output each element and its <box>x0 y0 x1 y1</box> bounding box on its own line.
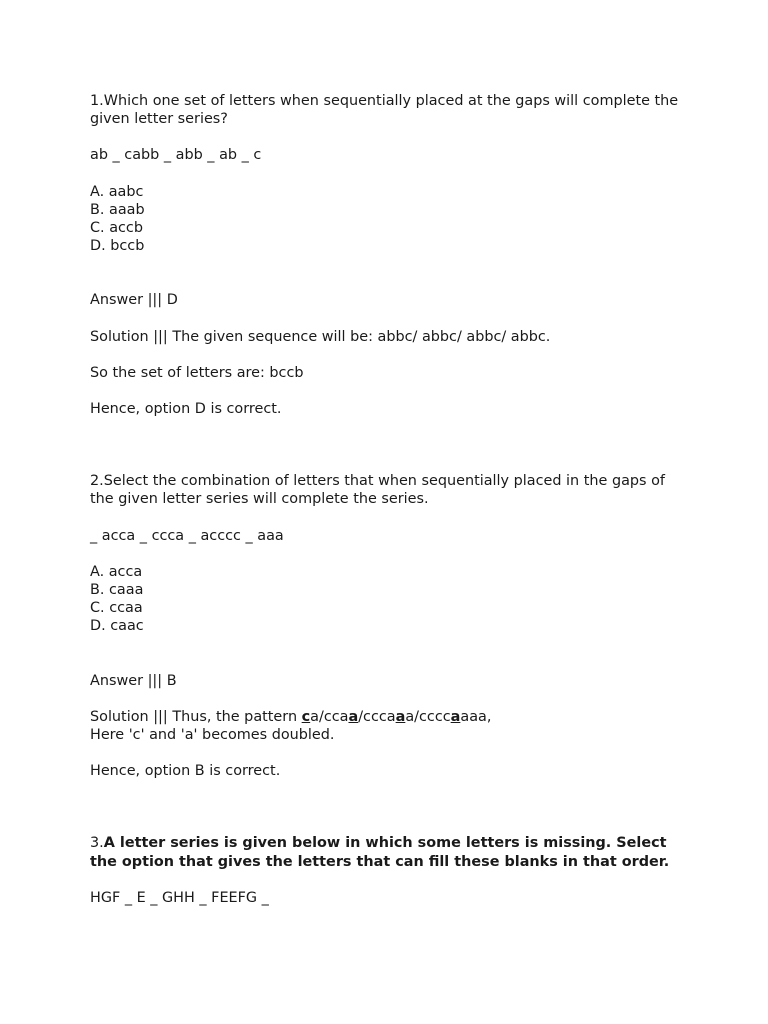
q2-question <box>90 472 690 508</box>
q3-number: 3. <box>90 835 104 852</box>
q2-pattern-underlined-3: a <box>395 708 406 725</box>
q2-pattern-text-1: a/cca <box>310 708 349 725</box>
q1-question-text: Which one set of letters when sequentially placed at the gaps will complete the given letter series? <box>90 93 679 128</box>
q2-pattern-text-2: /ccca <box>358 708 396 725</box>
q1-option-c: C. accb <box>90 220 143 237</box>
q2-pattern-underlined-4: a <box>450 708 461 725</box>
q3-question-text: A letter series is given below in which some letters is missing. Select the option that gives the letters that can fill these blanks in that order. <box>90 835 670 870</box>
q2-option-a: A. acca <box>90 563 143 580</box>
q1-set-line: So the set of letters are: bccb <box>90 364 304 381</box>
q2-solution-prefix: Solution ||| Thus, the pattern <box>90 708 302 725</box>
q2-question-text: Select the combination of letters that when sequentially placed in the gaps of the given letter series will complete the series. <box>90 473 665 508</box>
q3-question <box>90 834 690 870</box>
q1-conclusion: Hence, option D is correct. <box>90 401 282 418</box>
q2-pattern-text-4: aaa, <box>460 708 492 725</box>
q2-conclusion: Hence, option B is correct. <box>90 763 281 780</box>
q3-series: HGF _ E _ GHH _ FEEFG _ <box>90 889 269 906</box>
q2-pattern-text-3: a/cccc <box>405 708 451 725</box>
q1-solution: Solution ||| The given sequence will be: abbc/ abbc/ abbc/ abbc. <box>90 328 551 345</box>
q1-option-a: A. aabc <box>90 183 144 200</box>
q2-pattern-underlined-1: c <box>301 708 311 725</box>
q2-option-c: C. ccaa <box>90 600 143 617</box>
q2-option-b: B. caaa <box>90 582 144 599</box>
q2-note: Here 'c' and 'a' becomes doubled. <box>90 727 335 744</box>
q2-pattern-underlined-2: a <box>348 708 359 725</box>
q2-solution <box>90 708 690 726</box>
q2-option-d: D. caac <box>90 618 144 635</box>
q1-question <box>90 92 690 128</box>
q1-series: ab _ cabb _ abb _ ab _ c <box>90 147 262 164</box>
q1-option-d: D. bccb <box>90 238 145 255</box>
q2-series: _ acca _ ccca _ acccc _ aaa <box>90 527 284 544</box>
q1-answer: Answer ||| D <box>90 292 178 309</box>
q1-number: 1. <box>90 93 104 109</box>
q2-number: 2. <box>90 473 104 490</box>
q2-answer: Answer ||| B <box>90 672 177 689</box>
q1-option-b: B. aaab <box>90 201 145 218</box>
document-page <box>90 92 690 907</box>
